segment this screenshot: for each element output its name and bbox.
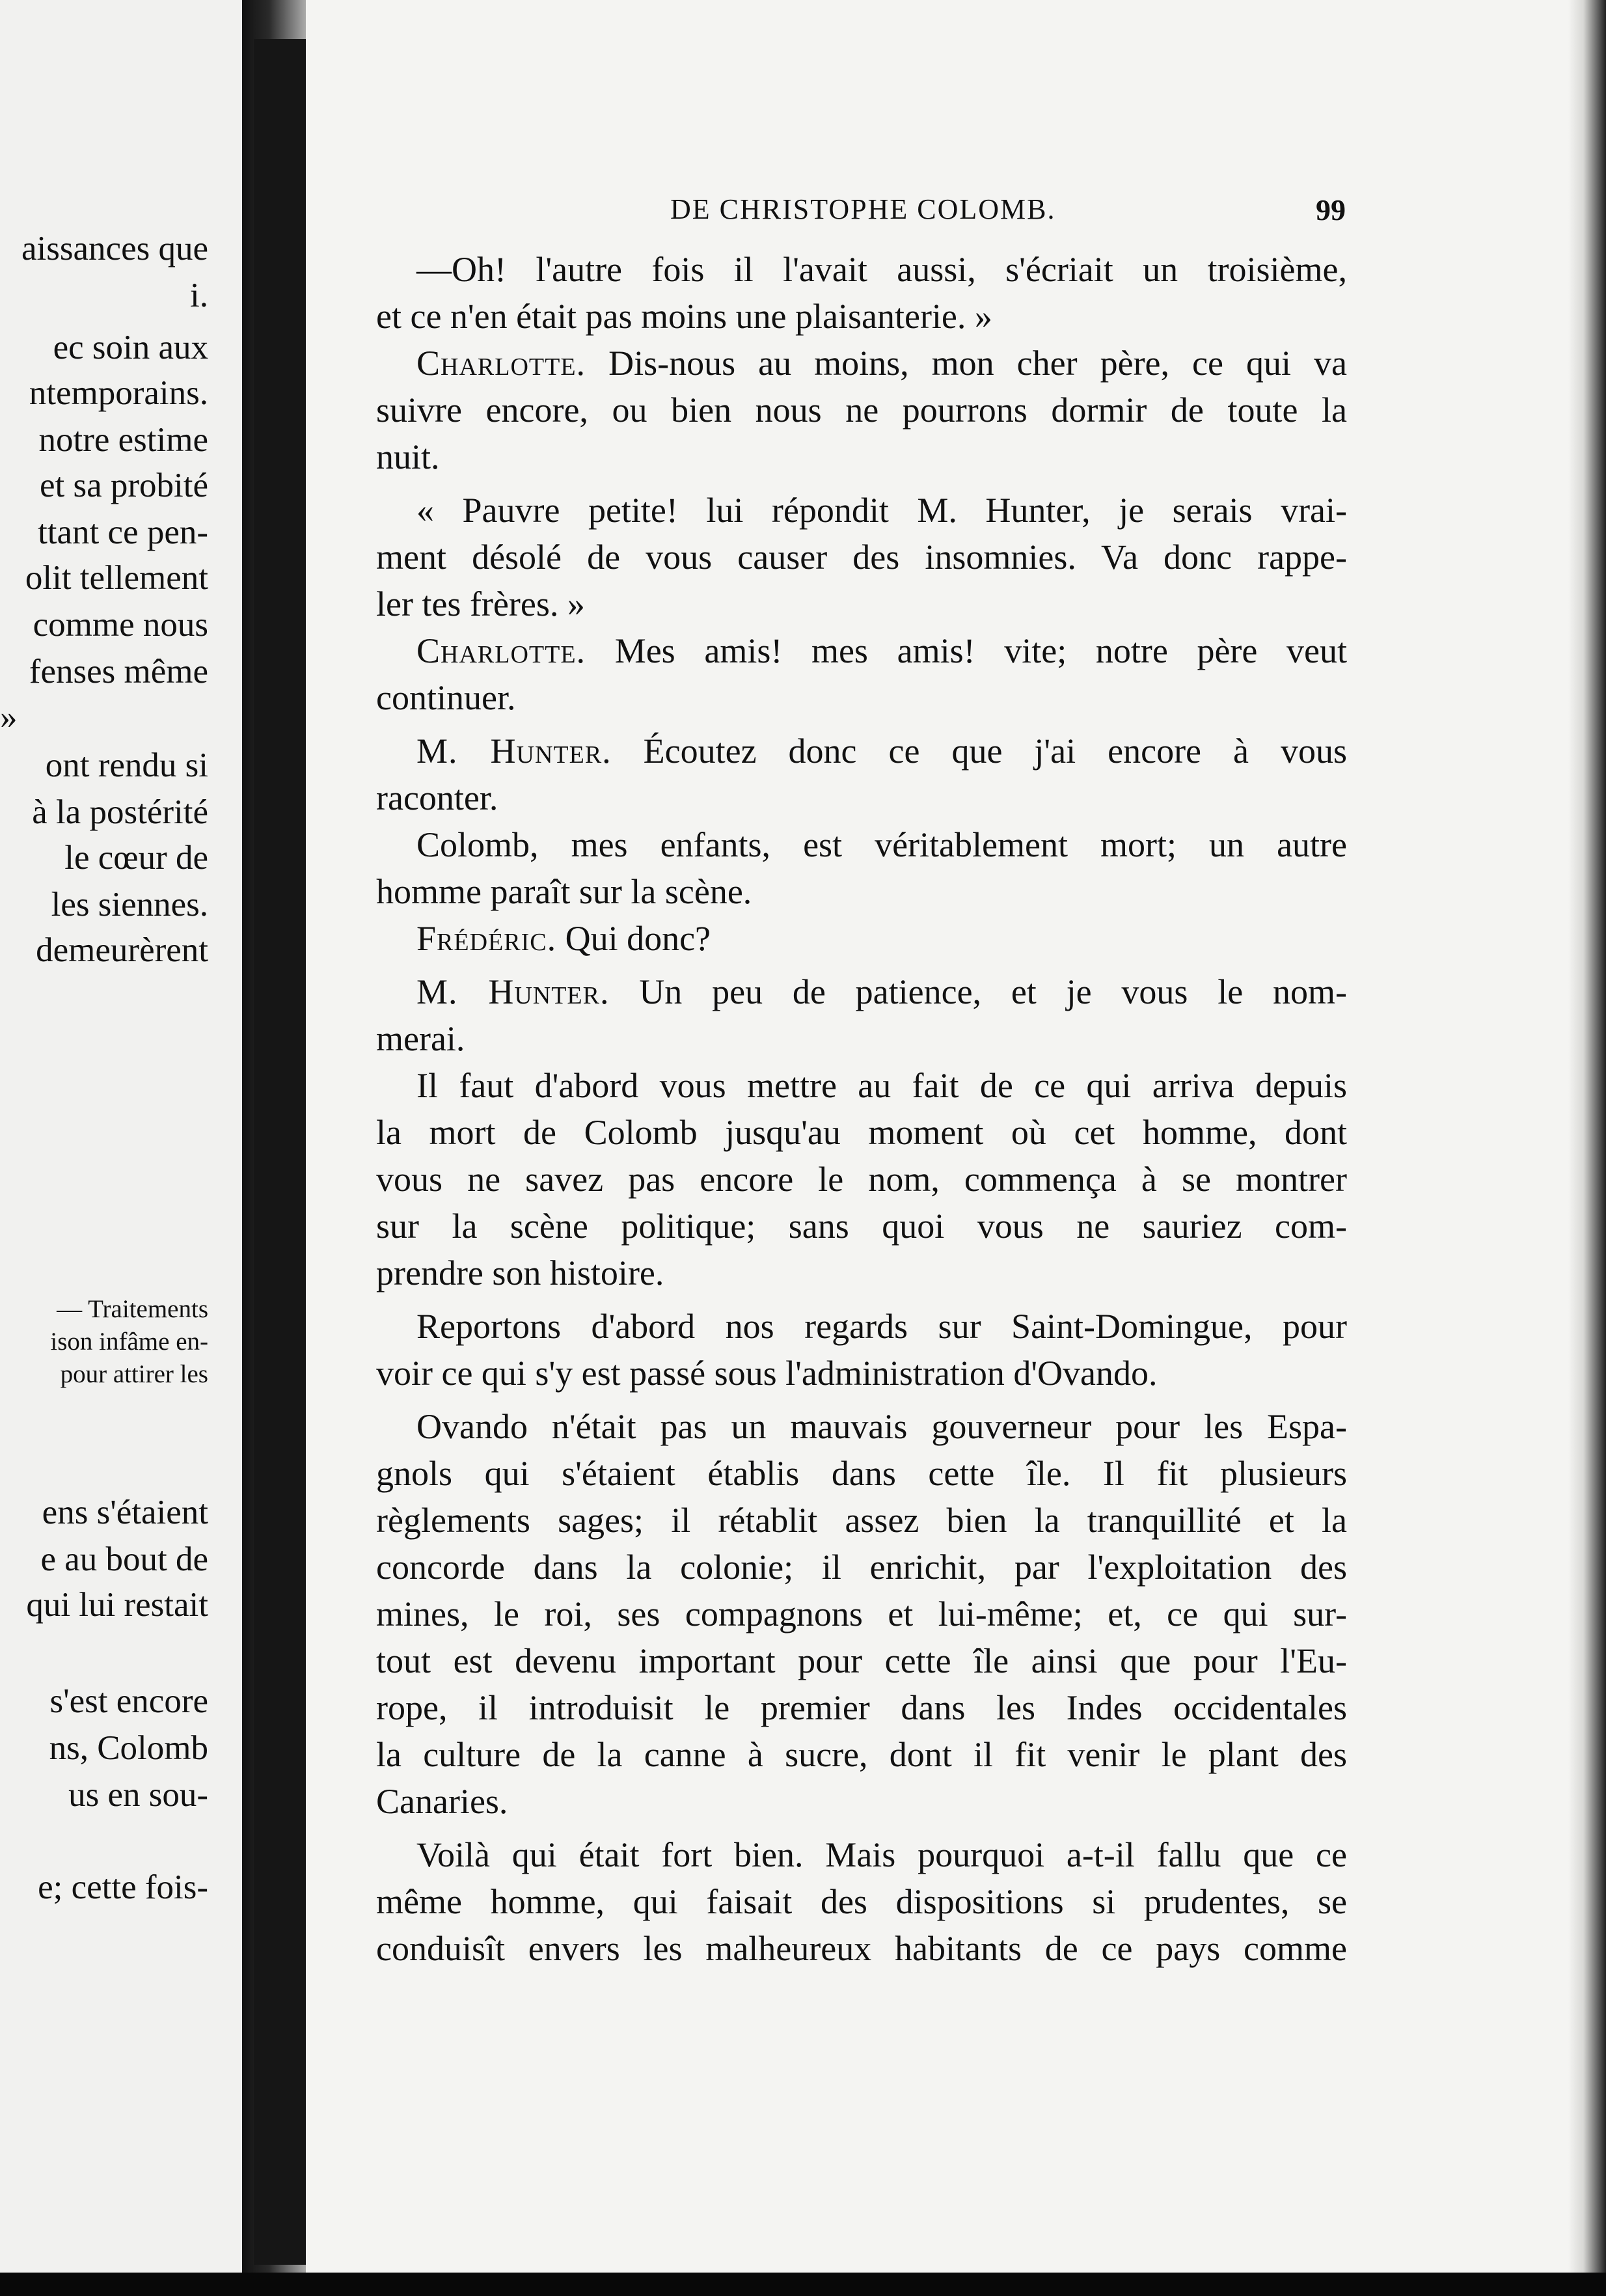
- text-line: Ovando n'était pas un mauvais gouverneur pour les Espa-: [416, 1407, 1347, 1446]
- text-line: vous ne savez pas encore le nom, commença à se montrer: [376, 1160, 1347, 1199]
- text-line: Reportons d'abord nos regards sur Saint-Domingue, pour: [416, 1307, 1347, 1346]
- dialogue-paragraph: [376, 340, 1347, 480]
- text-line: Canaries.: [376, 1782, 508, 1821]
- text-line: et ce n'en était pas moins une plaisanterie. »: [376, 297, 992, 336]
- paragraph: [376, 246, 1347, 340]
- text-line: ment désolé de vous causer des insomnies. Va donc rappe-: [376, 538, 1347, 577]
- scan-border: [0, 2273, 1606, 2296]
- text-line: gnols qui s'étaient établis dans cette île. Il fit plusieurs: [376, 1454, 1347, 1493]
- facing-line: e; cette fois-: [38, 1868, 208, 1906]
- text-line: concorde dans la colonie; il enrichit, par l'exploitation des: [376, 1548, 1347, 1587]
- facing-line: ec soin aux: [53, 329, 208, 366]
- facing-line: fenses même: [29, 653, 208, 690]
- facing-note-line: pour attirer les: [60, 1360, 208, 1388]
- text-line: Charlotte. Dis-nous au moins, mon cher père, ce qui va: [416, 344, 1347, 383]
- text-line: Il faut d'abord vous mettre au fait de ce qui arriva depuis: [416, 1066, 1347, 1105]
- text-line: M. Hunter. Un peu de patience, et je vous le nom-: [416, 972, 1347, 1011]
- text-line: conduisît envers les malheureux habitants de ce pays comme: [376, 1929, 1347, 1968]
- text-line: ler tes frères. »: [376, 584, 585, 623]
- dialogue-paragraph: [376, 627, 1347, 721]
- page-number: 99: [1316, 193, 1346, 226]
- facing-line: »: [0, 698, 18, 736]
- speaker-name: M. Hunter.: [416, 731, 612, 771]
- running-head: DE CHRISTOPHE COLOMB.: [670, 193, 1056, 225]
- facing-line: comme nous: [33, 606, 208, 644]
- text-line: règlements sages; il rétablit assez bien la tranquillité et la: [376, 1501, 1347, 1540]
- page-text: [376, 246, 1347, 1972]
- text-line: raconter.: [376, 778, 498, 817]
- facing-line: s'est encore: [49, 1682, 208, 1720]
- facing-note-line: — Traitements: [57, 1295, 208, 1323]
- text-line: nuit.: [376, 437, 440, 476]
- paragraph: [376, 487, 1347, 627]
- facing-line: i.: [190, 277, 208, 314]
- facing-line: olit tellement: [25, 559, 208, 597]
- text-line: continuer.: [376, 678, 516, 717]
- speaker-name: Frédéric.: [416, 919, 557, 958]
- speaker-name: M. Hunter.: [416, 972, 610, 1011]
- facing-line: qui lui restait: [26, 1586, 208, 1624]
- dialogue-paragraph: [376, 728, 1347, 821]
- text-line: tout est devenu important pour cette île ainsi que pour l'Eu-: [376, 1641, 1347, 1680]
- facing-line: à la postérité: [32, 793, 208, 831]
- facing-line: ttant ce pen-: [38, 513, 208, 551]
- speaker-name: Charlotte.: [416, 631, 586, 670]
- text-line: la mort de Colomb jusqu'au moment où cet homme, dont: [376, 1113, 1347, 1152]
- text-line: M. Hunter. Écoutez donc ce que j'ai encore à vous: [416, 731, 1347, 771]
- text-line: mines, le roi, ses compagnons et lui-même; et, ce qui sur-: [376, 1594, 1347, 1633]
- facing-line: notre estime: [38, 421, 208, 459]
- text-line: Frédéric. Qui donc?: [416, 919, 711, 958]
- text-line: merai.: [376, 1019, 465, 1058]
- paragraph: [376, 821, 1347, 915]
- text-line: la culture de la canne à sucre, dont il fit venir le plant des: [376, 1735, 1347, 1774]
- text-line: même homme, qui faisait des dispositions si prudentes, se: [376, 1882, 1347, 1921]
- facing-line: demeurèrent: [36, 931, 208, 969]
- facing-line: et sa probité: [39, 467, 208, 504]
- paragraph: [376, 1062, 1347, 1296]
- paragraph: [376, 1831, 1347, 1972]
- facing-page: [0, 0, 242, 2296]
- paragraph: [376, 1403, 1347, 1825]
- facing-note-line: ison infâme en-: [50, 1328, 208, 1356]
- facing-line: ens s'étaient: [42, 1494, 208, 1531]
- dialogue-paragraph: [376, 915, 1347, 962]
- text-line: sur la scène politique; sans quoi vous ne sauriez com-: [376, 1207, 1347, 1246]
- gutter-shadow: [254, 39, 312, 2265]
- text-line: « Pauvre petite! lui répondit M. Hunter, je serais vrai-: [416, 491, 1347, 530]
- facing-line: ntemporains.: [29, 374, 208, 412]
- speaker-name: Charlotte.: [416, 344, 586, 383]
- text-line: prendre son histoire.: [376, 1253, 664, 1292]
- facing-line: le cœur de: [64, 839, 208, 877]
- text-line: Charlotte. Mes amis! mes amis! vite; notre père veut: [416, 631, 1347, 670]
- text-line: Voilà qui était fort bien. Mais pourquoi a-t-il fallu que ce: [416, 1835, 1347, 1874]
- facing-line: ont rendu si: [45, 746, 208, 784]
- facing-line: aissances que: [21, 230, 208, 267]
- text-line: Colomb, mes enfants, est véritablement mort; un autre: [416, 825, 1347, 864]
- text-line: —Oh! l'autre fois il l'avait aussi, s'écriait un troisième,: [416, 250, 1347, 289]
- facing-line: ns, Colomb: [49, 1729, 208, 1767]
- facing-line: e au bout de: [40, 1540, 208, 1578]
- text-line: rope, il introduisit le premier dans les Indes occidentales: [376, 1688, 1347, 1727]
- paragraph: [376, 1303, 1347, 1397]
- facing-line: les siennes.: [51, 886, 208, 923]
- page-edge: [1568, 0, 1606, 2296]
- dialogue-paragraph: [376, 968, 1347, 1062]
- text-line: suivre encore, ou bien nous ne pourrons dormir de toute la: [376, 390, 1347, 430]
- text-line: voir ce qui s'y est passé sous l'administration d'Ovando.: [376, 1354, 1158, 1393]
- text-line: homme paraît sur la scène.: [376, 872, 752, 911]
- facing-line: us en sou-: [68, 1776, 208, 1814]
